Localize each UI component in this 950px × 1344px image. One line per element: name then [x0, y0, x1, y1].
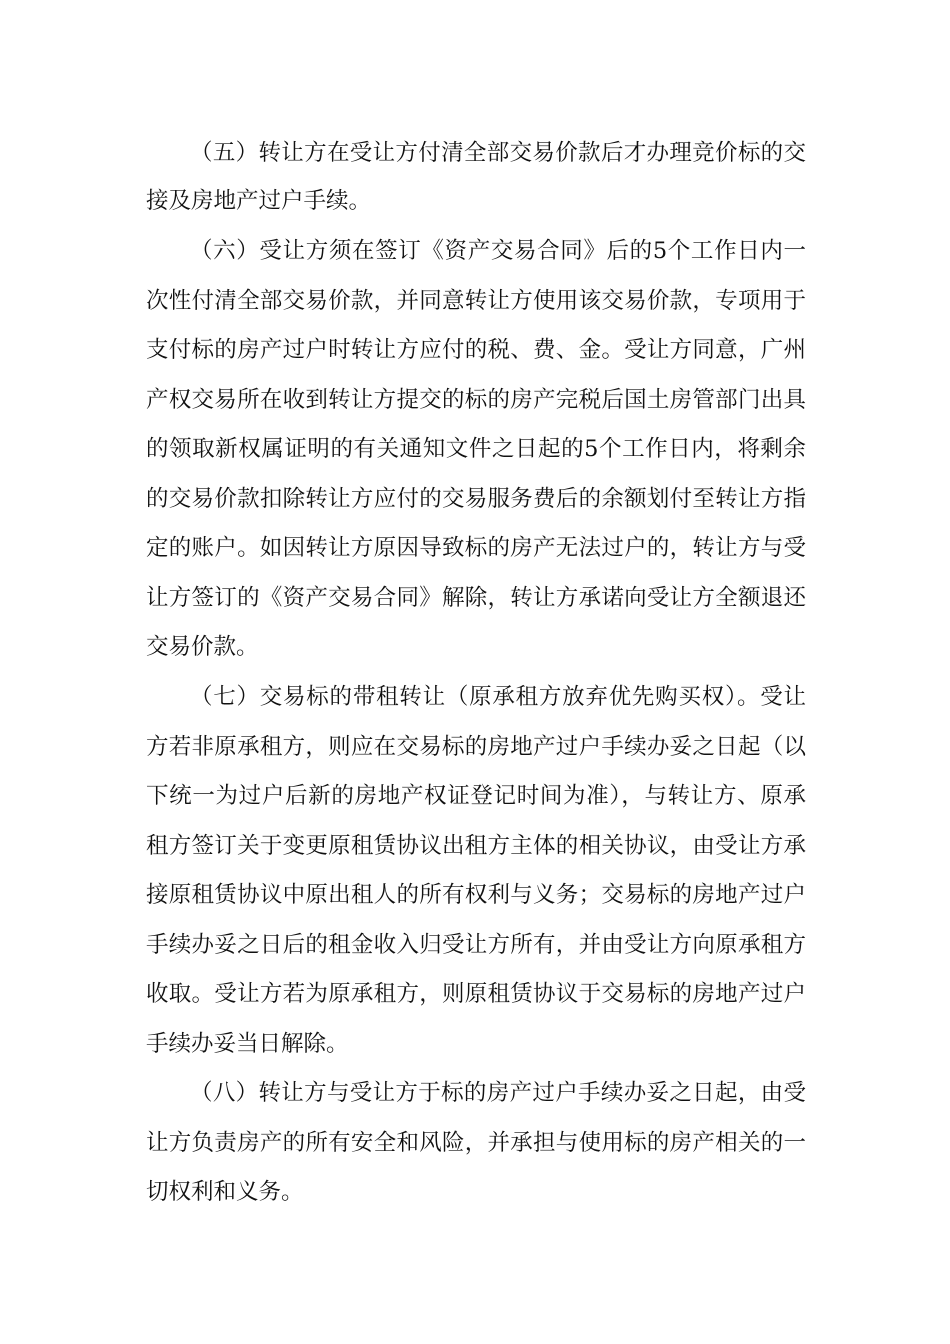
text-line: 让方签订的《资产交易合同》解除，转让方承诺向受让方全额退还 — [146, 585, 806, 611]
text-line: （六）受让方须在签订《资产交易合同》后的5个工作日内一 — [190, 238, 806, 264]
text-line: 定的账户。如因转让方原因导致标的房产无法过户的，转让方与受 — [146, 535, 806, 561]
text-line: 的交易价款扣除转让方应付的交易服务费后的余额划付至转让方指 — [146, 486, 806, 512]
text-line: 支付标的房产过户时转让方应付的税、费、金。受让方同意，广州 — [146, 337, 806, 363]
text-line: 产权交易所在收到转让方提交的标的房产完税后国土房管部门出具 — [146, 387, 806, 413]
text-line: （五）转让方在受让方付清全部交易价款后才办理竞价标的交 — [190, 140, 806, 166]
text-line: 方若非原承租方，则应在交易标的房地产过户手续办妥之日起（以 — [146, 734, 806, 760]
text-line: 交易价款。 — [146, 634, 259, 660]
text-line: 让方负责房产的所有安全和风险，并承担与使用标的房产相关的一 — [146, 1130, 806, 1156]
text-line: 切权利和义务。 — [146, 1179, 304, 1205]
text-line: 接及房地产过户手续。 — [146, 188, 372, 214]
text-line: 次性付清全部交易价款，并同意转让方使用该交易价款，专项用于 — [146, 288, 806, 314]
text-line: 手续办妥当日解除。 — [146, 1031, 349, 1057]
text-line: 的领取新权属证明的有关通知文件之日起的5个工作日内，将剩余 — [146, 436, 806, 462]
text-line: （七）交易标的带租转让（原承租方放弃优先购买权）。受让 — [190, 684, 806, 710]
text-line: 下统一为过户后新的房地产权证登记时间为准），与转让方、原承 — [146, 783, 806, 809]
text-line: 手续办妥之日后的租金收入归受让方所有，并由受让方向原承租方 — [146, 932, 806, 958]
text-line: 收取。受让方若为原承租方，则原租赁协议于交易标的房地产过户 — [146, 981, 806, 1007]
text-line: 接原租赁协议中原出租人的所有权利与义务；交易标的房地产过户 — [146, 882, 806, 908]
text-line: （八）转让方与受让方于标的房产过户手续办妥之日起，由受 — [190, 1080, 806, 1106]
text-line: 租方签订关于变更原租赁协议出租方主体的相关协议，由受让方承 — [146, 833, 806, 859]
